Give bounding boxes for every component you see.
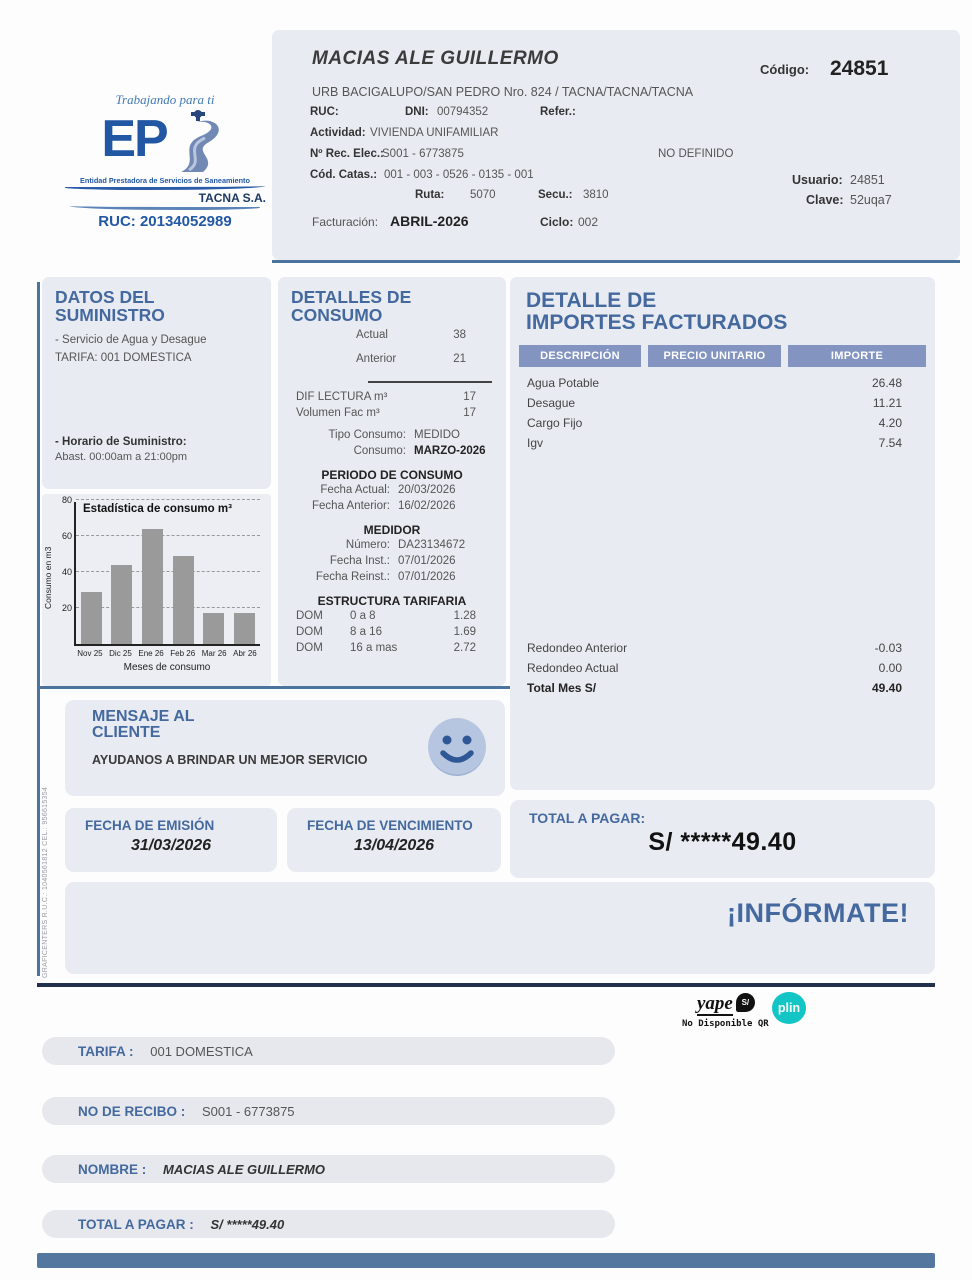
chart-x-tick: Dic 25	[109, 649, 132, 658]
periodo-row: Fecha Anterior: 16/02/2026	[312, 499, 456, 512]
chart-y-tick-label: 20	[61, 603, 72, 613]
footer-field-label: NOMBRE :	[78, 1161, 150, 1177]
company-tagline: Trabajando para ti	[115, 92, 215, 107]
diferencia-list	[278, 391, 506, 423]
periodo-list	[278, 484, 506, 516]
ciclo-value: 002	[578, 215, 599, 229]
column-descripcion: DESCRIPCIÓN	[519, 345, 641, 367]
logo-swoosh-line	[65, 186, 265, 190]
codigo-catastral-value: 001 - 003 - 0526 - 0135 - 001	[384, 169, 534, 181]
periodo-consumo-title: PERIODO DE CONSUMO	[321, 467, 463, 482]
total-a-pagar-value: S/ *****49.40	[648, 828, 797, 856]
footer-field-row	[42, 1097, 615, 1125]
chart-x-tick: Abr 26	[233, 649, 257, 658]
chart-gridline	[76, 499, 260, 500]
left-border-line	[37, 282, 40, 976]
datos-suministro-panel	[42, 277, 271, 489]
header-divider-line	[272, 260, 960, 263]
footer-summary-rows	[42, 1037, 615, 1238]
chart-x-axis-label: Meses de consumo	[123, 662, 211, 673]
clave-value: 52uqa7	[850, 193, 892, 207]
medidor-title: MEDIDOR	[363, 522, 421, 537]
chart-y-tick-label: 60	[61, 531, 72, 541]
footer-field-value: S001 - 6773875	[202, 1103, 295, 1119]
chart-x-tick: Nov 25	[77, 649, 103, 658]
water-river-tap-icon	[167, 110, 229, 179]
periodo-row: Fecha Actual: 20/03/2026	[320, 483, 456, 496]
medidor-row: Número: DA23134672	[345, 538, 466, 551]
lectura-value: 21	[453, 352, 466, 365]
actividad-value: VIVIENDA UNIFAMILIAR	[370, 127, 499, 139]
codigo-catastral-label: Cód. Catas.:	[310, 169, 378, 181]
consumption-bar	[173, 556, 194, 644]
printer-side-note: GRAFICENTERS R.U.C.: 1040561812 CEL.: 956615354	[42, 786, 49, 978]
mensaje-text: AYUDANOS A BRINDAR UN MEJOR SERVICIO	[92, 753, 368, 767]
tarifa-text: TARIFA: 001 DOMESTICA	[55, 351, 192, 364]
importe-row: Igv 7.54	[527, 436, 902, 451]
secuencia-value: 3810	[583, 189, 609, 201]
lectura-row	[278, 329, 506, 349]
lectura-value: 38	[453, 328, 466, 341]
facturacion-label: Facturación:	[312, 215, 379, 229]
diferencia-row: Volumen Fac m³ 17	[296, 406, 476, 419]
chart-x-tick: Mar 26	[201, 649, 227, 658]
horario-label: - Horario de Suministro:	[55, 435, 187, 448]
footer-field-row	[42, 1210, 615, 1238]
chart-y-axis-label: Consumo en m3	[43, 546, 53, 610]
eps-logo-text: EP	[101, 110, 167, 168]
facturacion-value: ABRIL-2026	[390, 213, 469, 229]
bottom-accent-bar	[37, 1253, 935, 1268]
fecha-vencimiento-panel	[287, 808, 501, 872]
footer-field-label: TOTAL A PAGAR :	[78, 1216, 198, 1232]
consumption-bar	[203, 613, 224, 644]
chart-title: Estadística de consumo m³	[83, 503, 232, 515]
footer-field-label: NO DE RECIBO :	[78, 1103, 190, 1119]
importes-title: DETALLE DE IMPORTES FACTURADOS	[526, 289, 788, 335]
recibo-electronico-label: Nº Rec. Elec.:	[310, 148, 384, 160]
consumption-bar-chart	[61, 495, 260, 646]
importe-row: Agua Potable 26.48	[527, 376, 902, 391]
company-ruc: RUC: 20134052989	[98, 213, 232, 230]
importes-facturados-panel	[510, 277, 935, 790]
column-precio-unitario: PRECIO UNITARIO	[648, 345, 781, 367]
usuario-label: Usuario:	[792, 173, 843, 187]
footer-divider-line	[37, 983, 935, 987]
footer-field-label: TARIFA :	[78, 1043, 138, 1059]
mensaje-cliente-panel	[65, 700, 505, 796]
medidor-list	[278, 539, 506, 587]
consumption-bar	[81, 592, 102, 644]
redondeo-row: Redondeo Actual 0.00	[527, 661, 902, 676]
no-definido-text: NO DEFINIDO	[658, 148, 734, 160]
customer-name: MACIAS ALE GUILLERMO	[312, 48, 559, 69]
redondeo-row: Redondeo Anterior -0.03	[527, 641, 902, 656]
company-logo	[56, 92, 274, 230]
yape-soles-icon: S/	[736, 993, 755, 1012]
importe-row: Desague 11.21	[527, 396, 902, 411]
consumption-bar	[234, 613, 255, 644]
clave-label: Clave:	[806, 193, 844, 207]
estructura-tarifaria-list	[278, 610, 506, 658]
footer-field-value: S/ *****49.40	[210, 1216, 285, 1232]
importes-table-header	[519, 345, 926, 367]
dni-label: DNI:	[405, 106, 429, 118]
fecha-vencimiento-value: 13/04/2026	[353, 837, 435, 854]
consumption-bar	[111, 565, 132, 644]
tipo-consumo-row: Consumo: MARZO-2026	[353, 444, 486, 457]
tarifa-escalon-row: DOM 8 a 16 1.69	[296, 625, 476, 638]
fecha-emision-label: FECHA DE EMISIÓN	[85, 818, 215, 833]
detalles-consumo-panel	[278, 277, 506, 686]
fecha-vencimiento-label: FECHA DE VENCIMIENTO	[307, 818, 473, 833]
horario-value: Abast. 00:00am a 21:00pm	[55, 450, 188, 463]
datos-suministro-title: DATOS DEL SUMINISTRO	[55, 287, 165, 325]
company-name: TACNA S.A.	[198, 191, 266, 205]
footer-field-value: 001 DOMESTICA	[150, 1043, 253, 1059]
informate-text: ¡INFÓRMATE!	[727, 898, 909, 928]
ruta-value: 5070	[470, 189, 496, 201]
total-mes-value: 49.40	[871, 681, 902, 696]
redondeo-rows	[510, 641, 935, 681]
company-subtitle: Entidad Prestadora de Servicios de Saneamiento	[80, 176, 250, 185]
importes-rows	[510, 376, 935, 456]
ruc-label: RUC:	[310, 106, 339, 118]
smiley-face-icon	[425, 715, 489, 784]
chart-y-tick-label: 80	[61, 495, 72, 505]
footer-field-row	[42, 1037, 615, 1065]
diferencia-row: DIF LECTURA m³ 17	[296, 390, 476, 403]
medidor-row: Fecha Inst.: 07/01/2026	[329, 554, 456, 567]
tipo-consumo-row: Tipo Consumo: MEDIDO	[328, 428, 460, 441]
fecha-emision-panel	[65, 808, 277, 872]
recibo-electronico-value: S001 - 6773875	[382, 148, 464, 160]
consumption-chart-panel	[42, 494, 271, 686]
actividad-label: Actividad:	[310, 127, 366, 139]
yape-logo-text: yape	[697, 993, 733, 1014]
ruta-label: Ruta:	[415, 189, 445, 201]
qr-unavailable-note: No Disponible QR	[682, 1019, 769, 1029]
importe-row: Cargo Fijo 4.20	[527, 416, 902, 431]
dni-value: 00794352	[437, 106, 489, 118]
ciclo-label: Ciclo:	[540, 215, 574, 229]
tarifa-escalon-row: DOM 16 a mas 2.72	[296, 641, 476, 654]
yape-logo	[697, 994, 755, 1016]
chart-x-tick-labels	[74, 649, 260, 658]
refer-label: Refer.:	[540, 106, 576, 118]
detalles-consumo-title: DETALLES DE CONSUMO	[291, 287, 412, 325]
total-mes-row	[510, 681, 935, 701]
customer-address: URB BACIGALUPO/SAN PEDRO Nro. 824 / TACNA/TACNA/TACNA	[312, 85, 694, 99]
footer-field-row	[42, 1155, 615, 1183]
mensaje-title: MENSAJE AL CLIENTE	[92, 708, 195, 742]
medidor-row: Fecha Reinst.: 07/01/2026	[315, 570, 456, 583]
usuario-value: 24851	[850, 173, 885, 187]
lectura-label: Actual	[356, 328, 388, 341]
chart-x-tick: Ene 26	[138, 649, 164, 658]
column-importe: IMPORTE	[788, 345, 926, 367]
tarifa-escalon-row: DOM 0 a 8 1.28	[296, 609, 476, 622]
chart-x-tick: Feb 26	[170, 649, 196, 658]
estructura-tarifaria-title: ESTRUCTURA TARIFARIA	[317, 593, 467, 608]
footer-field-value: MACIAS ALE GUILLERMO	[163, 1161, 326, 1177]
tipo-consumo-list	[278, 429, 506, 461]
fecha-emision-value: 31/03/2026	[130, 837, 212, 854]
lectura-label: Anterior	[356, 352, 397, 365]
middle-divider-line	[37, 686, 520, 689]
total-a-pagar-panel	[510, 800, 935, 878]
lectura-row	[278, 353, 506, 373]
total-mes-label: Total Mes S/	[527, 681, 597, 696]
customer-header-panel	[272, 30, 960, 260]
lectura-divider	[368, 381, 492, 383]
secuencia-label: Secu.:	[538, 189, 573, 201]
servicio-text: - Servicio de Agua y Desague	[55, 333, 207, 346]
informate-panel	[65, 882, 935, 974]
total-a-pagar-label: TOTAL A PAGAR:	[529, 810, 646, 826]
codigo-value: 24851	[830, 57, 889, 80]
plin-logo: plin	[772, 992, 806, 1024]
chart-y-tick-label: 40	[61, 567, 72, 577]
lecturas-list	[278, 329, 506, 373]
codigo-label: Código:	[760, 62, 810, 77]
consumption-bar	[142, 529, 163, 644]
logo-swoosh-line-2	[70, 206, 260, 210]
